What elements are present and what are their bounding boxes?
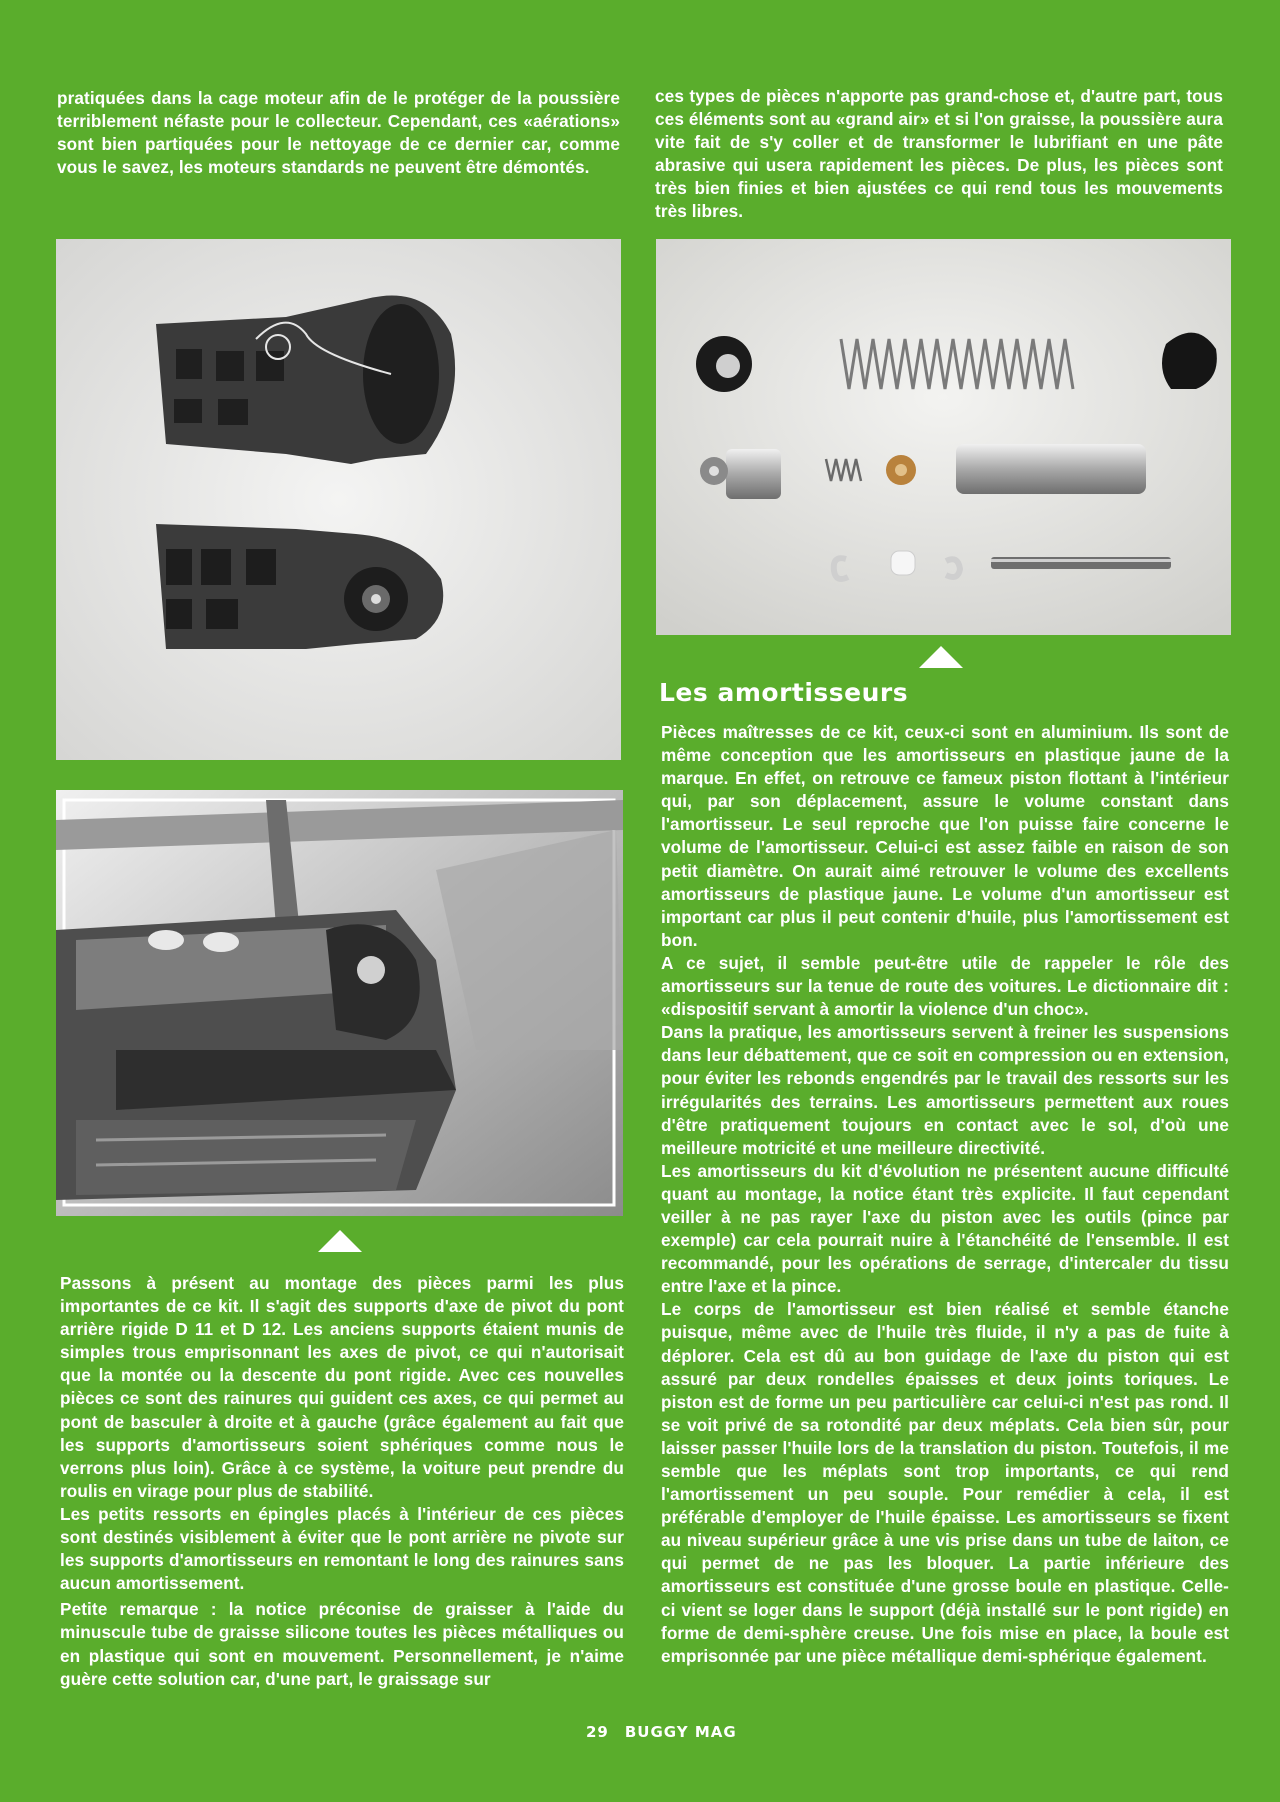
right-paragraph-1: Pièces maîtresses de ce kit, ceux-ci sont en aluminium. Ils sont de même conception que les amortisseurs en plastique jaune de la marque. En effet, on retrouve ce fameux piston flottant à l'intérieur qui, par son déplacement, assure le volume constant dans l'amortisseur. Le seul reproche que l'on puisse faire concerne le volume de l'amortisseur. Celui-ci est assez faible en raison de son petit diamètre. On aurait aimé retrouver le volume des excellents amortisseurs de plastique jaune. Le volume d'un amortisseur est important car plus il peut contenir d'huile, plus l'amortissement est bon. bbox=[661, 722, 1229, 950]
right-column-text bbox=[661, 721, 1229, 1668]
left-column-text bbox=[60, 1272, 624, 1691]
top-left-text-block bbox=[57, 87, 620, 179]
page-footer bbox=[586, 1723, 753, 1741]
right-paragraph-4: Les amortisseurs du kit d'évolution ne présentent aucune difficulté quant au montage, la notice étant très explicite. Il faut cependant veiller à ne pas rayer l'axe du piston avec les outils (pince par exemple) car cela pourrait nuire à l'étanchéité de l'ensemble. Il est recommandé, pour les opérations de serrage, d'intercaler du tissu entre l'axe et la pince. bbox=[661, 1160, 1229, 1297]
top-left-paragraph: pratiquées dans la cage moteur afin de le protéger de la poussière terriblement néfaste pour le collecteur. Cependant, ces «aérations» sont bien partiquées pour le nettoyage de ce dernier car, comme vous le savez, les moteurs standards ne peuvent être démontés. bbox=[57, 88, 620, 178]
magazine-name: BUGGY MAG bbox=[624, 1723, 737, 1741]
caption-arrow-icon bbox=[318, 1230, 362, 1252]
caption-arrow-icon bbox=[919, 646, 963, 668]
photo-pivot-supports bbox=[56, 239, 621, 760]
section-heading: Les amortisseurs bbox=[659, 678, 909, 707]
photo-shock-parts bbox=[656, 239, 1231, 635]
right-paragraph-3: Dans la pratique, les amortisseurs servent à freiner les suspensions dans leur débattement, que ce soit en compression ou en extension, pour éviter les rebonds engendrés par le travail des ressorts sur les irrégularités des terrains. Les amortisseurs permettent aux roues d'être pratiquement toujours en contact avec le sol, d'où une meilleure motricité et une meilleure directivité. bbox=[661, 1022, 1229, 1158]
left-paragraph-2: Les petits ressorts en épingles placés à l'intérieur de ces pièces sont destinés visiblement à éviter que le pont arrière ne pivote sur les supports d'amortisseurs en remontant le long des rainures sans aucun amortissement. bbox=[60, 1503, 624, 1594]
page-number: 29 bbox=[586, 1723, 609, 1741]
left-paragraph-3: Petite remarque : la notice préconise de graisser à l'aide du minuscule tube de graisse silicone toutes les pièces métalliques ou en plastique qui sont en mouvement. Personnellement, je n'aime guère cette solution car, d'une part, le graissage sur bbox=[60, 1599, 624, 1689]
right-paragraph-5: Le corps de l'amortisseur est bien réalisé et semble étanche puisque, même avec de l'huile très fluide, il n'y a pas de fuite à déplorer. Cela est dû au bon guidage de l'axe du piston qui est assuré par deux rondelles épaisses et deux joints toriques. Le piston est de forme un peu particulière car celui-ci n'est pas rond. Il se voit privé de sa rotondité par deux méplats. Cela bien sûr, pour laisser passer l'huile lors de la translation du piston. Toutefois, il me semble que les méplats sont trop importants, ce qui rend l'amortissement un peu souple. Pour remédier à cela, il est préférable d'employer de l'huile épaisse. Les amortisseurs se fixent au niveau supérieur grâce à une vis prise dans un tube de laiton, ce qui permet de ne pas les bloquer. La partie inférieure des amortisseurs est constituée d'une grosse boule en plastique. Celle-ci vient se loger dans le support (déjà installé sur le pont rigide) en forme de demi-sphère creuse. Une fois mise en place, la boule est emprisonnée par une pièce métallique demi-sphérique également. bbox=[661, 1299, 1229, 1666]
top-right-text-block bbox=[655, 85, 1223, 224]
photo-shock-parts-image bbox=[656, 239, 1231, 635]
photo-rear-axle bbox=[56, 790, 623, 1216]
photo-rear-axle-image bbox=[56, 790, 623, 1216]
right-paragraph-2: A ce sujet, il semble peut-être utile de rappeler le rôle des amortisseurs sur la tenue de route des voitures. Le dictionnaire dit : «dispositif servant à amortir la violence d'un choc». bbox=[661, 952, 1229, 1020]
top-right-paragraph: ces types de pièces n'apporte pas grand-chose et, d'autre part, tous ces éléments sont au «grand air» et si l'on graisse, la poussière aura vite fait de s'y coller et de transformer le lubrifiant en une pâte abrasive qui usera rapidement les pièces. De plus, les pièces sont très bien finies et bien ajustées ce qui rend tous les mouvements très libres. bbox=[655, 86, 1224, 222]
photo-pivot-supports-image bbox=[56, 239, 621, 760]
left-paragraph-1: Passons à présent au montage des pièces parmi les plus importantes de ce kit. Il s'agit des supports d'axe de pivot du pont arrière rigide D 11 et D 12. Les anciens supports étaient munis de simples trous emprisonnant les axes de pivot, ce qui n'autorisait que la montée ou la descente du pont rigide. Avec ces nouvelles pièces ce sont des rainures qui guident ces axes, ce qui permet au pont de basculer à droite et à gauche (grâce également au fait que les supports d'amortisseurs soient sphériques comme nous le verrons plus loin). Grâce à ce système, la voiture peut prendre du roulis en virage pour plus de stabilité. bbox=[60, 1273, 624, 1501]
